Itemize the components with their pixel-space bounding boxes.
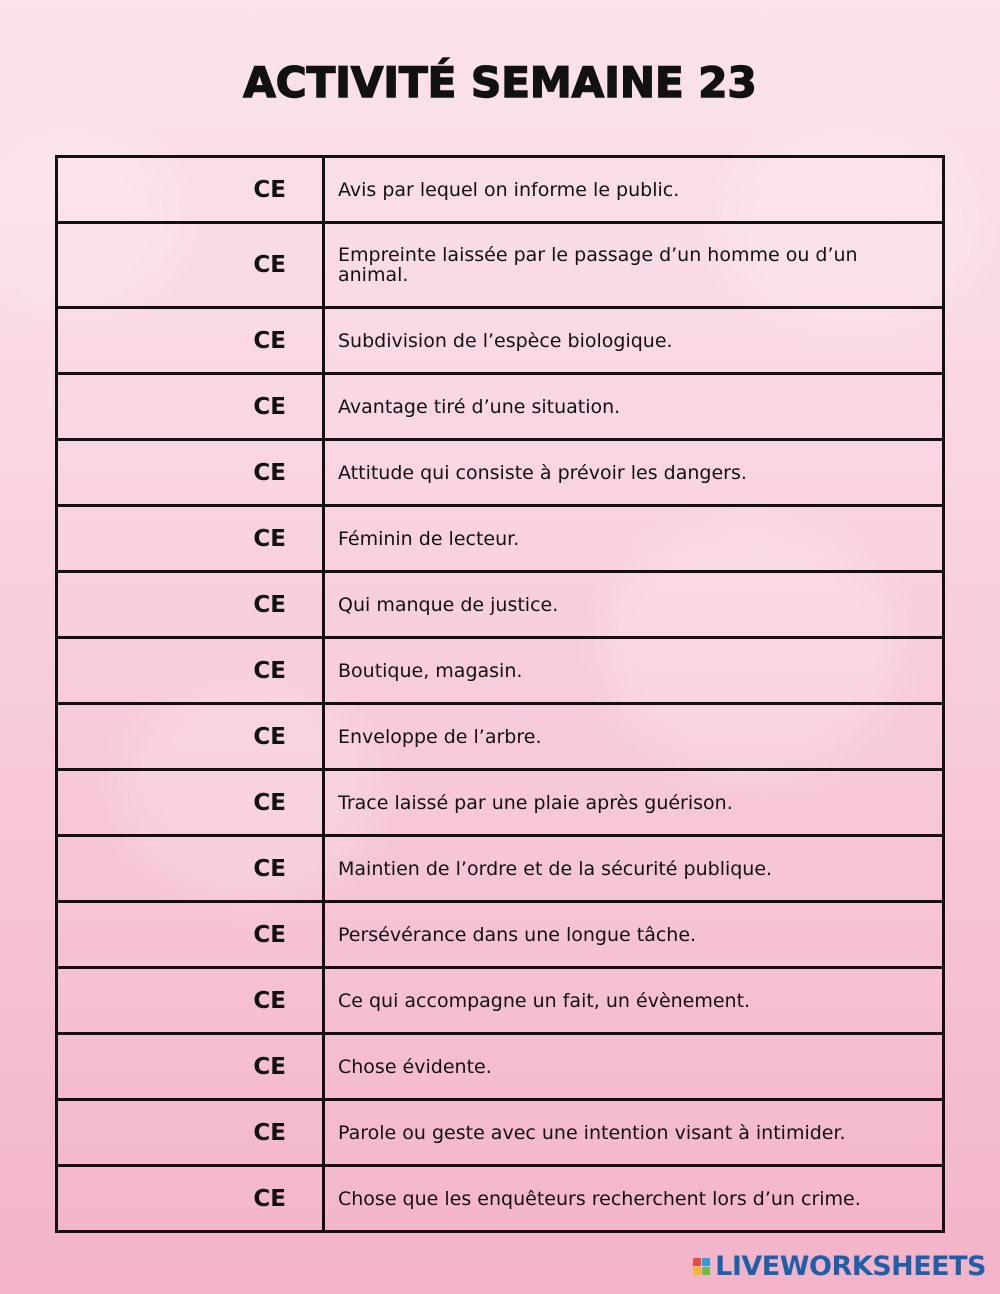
word-prefix: CE <box>253 459 286 486</box>
table-row <box>57 1034 944 1100</box>
table-row <box>57 223 944 308</box>
answer-cell[interactable] <box>57 704 324 770</box>
answer-cell[interactable] <box>57 1100 324 1166</box>
answer-cell[interactable] <box>57 902 324 968</box>
answer-cell[interactable] <box>57 374 324 440</box>
answer-input[interactable] <box>58 837 322 900</box>
clue-text: Chose que les enquêteurs recherchent lors d’un crime. <box>324 1166 944 1232</box>
answer-input[interactable] <box>58 224 322 306</box>
word-prefix: CE <box>253 591 286 618</box>
logo-square <box>693 1267 701 1275</box>
word-prefix: CE <box>253 987 286 1014</box>
logo-square <box>702 1258 710 1266</box>
logo-square <box>693 1258 701 1266</box>
table-row <box>57 638 944 704</box>
answer-cell[interactable] <box>57 308 324 374</box>
brand-text: LIVEWORKSHEETS <box>715 1251 986 1282</box>
answer-input[interactable] <box>58 903 322 966</box>
clue-text: Attitude qui consiste à prévoir les dangers. <box>324 440 944 506</box>
answer-input[interactable] <box>58 705 322 768</box>
vocabulary-table <box>55 155 945 1233</box>
table-row <box>57 704 944 770</box>
word-prefix: CE <box>253 525 286 552</box>
answer-cell[interactable] <box>57 836 324 902</box>
table-row <box>57 968 944 1034</box>
page-title: ACTIVITÉ SEMAINE 23 <box>243 58 757 107</box>
clue-text: Enveloppe de l’arbre. <box>324 704 944 770</box>
clue-text: Empreinte laissée par le passage d’un homme ou d’un animal. <box>324 223 944 308</box>
clue-text: Avis par lequel on informe le public. <box>324 157 944 223</box>
answer-input[interactable] <box>58 375 322 438</box>
clue-text: Subdivision de l’espèce biologique. <box>324 308 944 374</box>
table-row <box>57 902 944 968</box>
answer-input[interactable] <box>58 1167 322 1230</box>
table-row <box>57 374 944 440</box>
liveworksheets-logo-icon <box>693 1258 710 1275</box>
word-prefix: CE <box>253 393 286 420</box>
answer-input[interactable] <box>58 771 322 834</box>
answer-input[interactable] <box>58 507 322 570</box>
answer-input[interactable] <box>58 309 322 372</box>
clue-text: Avantage tiré d’une situation. <box>324 374 944 440</box>
clue-text: Chose évidente. <box>324 1034 944 1100</box>
word-prefix: CE <box>253 657 286 684</box>
answer-input[interactable] <box>58 573 322 636</box>
logo-square <box>702 1267 710 1275</box>
word-prefix: CE <box>253 1185 286 1212</box>
word-prefix: CE <box>253 252 286 278</box>
clue-text: Qui manque de justice. <box>324 572 944 638</box>
answer-input[interactable] <box>58 1035 322 1098</box>
answer-cell[interactable] <box>57 440 324 506</box>
answer-cell[interactable] <box>57 572 324 638</box>
word-prefix: CE <box>253 789 286 816</box>
answer-input[interactable] <box>58 969 322 1032</box>
answer-cell[interactable] <box>57 1166 324 1232</box>
word-prefix: CE <box>253 723 286 750</box>
table-row <box>57 836 944 902</box>
table-row <box>57 1100 944 1166</box>
answer-cell[interactable] <box>57 968 324 1034</box>
answer-input[interactable] <box>58 158 322 221</box>
answer-input[interactable] <box>58 441 322 504</box>
clue-text: Parole ou geste avec une intention visant à intimider. <box>324 1100 944 1166</box>
table-row <box>57 770 944 836</box>
clue-text: Maintien de l’ordre et de la sécurité publique. <box>324 836 944 902</box>
clue-text: Trace laissé par une plaie après guérison. <box>324 770 944 836</box>
answer-cell[interactable] <box>57 506 324 572</box>
answer-input[interactable] <box>58 639 322 702</box>
answer-input[interactable] <box>58 1101 322 1164</box>
liveworksheets-brand[interactable] <box>693 1251 986 1282</box>
table-row <box>57 157 944 223</box>
word-prefix: CE <box>253 855 286 882</box>
table-row <box>57 440 944 506</box>
table-row <box>57 308 944 374</box>
word-prefix: CE <box>253 176 286 203</box>
word-prefix: CE <box>253 1053 286 1080</box>
table-row <box>57 572 944 638</box>
answer-cell[interactable] <box>57 638 324 704</box>
table-row <box>57 506 944 572</box>
answer-cell[interactable] <box>57 1034 324 1100</box>
clue-text: Ce qui accompagne un fait, un évènement. <box>324 968 944 1034</box>
table-row <box>57 1166 944 1232</box>
answer-cell[interactable] <box>57 770 324 836</box>
answer-cell[interactable] <box>57 223 324 308</box>
word-prefix: CE <box>253 327 286 354</box>
clue-text: Persévérance dans une longue tâche. <box>324 902 944 968</box>
clue-text: Boutique, magasin. <box>324 638 944 704</box>
word-prefix: CE <box>253 921 286 948</box>
word-prefix: CE <box>253 1119 286 1146</box>
answer-cell[interactable] <box>57 157 324 223</box>
clue-text: Féminin de lecteur. <box>324 506 944 572</box>
